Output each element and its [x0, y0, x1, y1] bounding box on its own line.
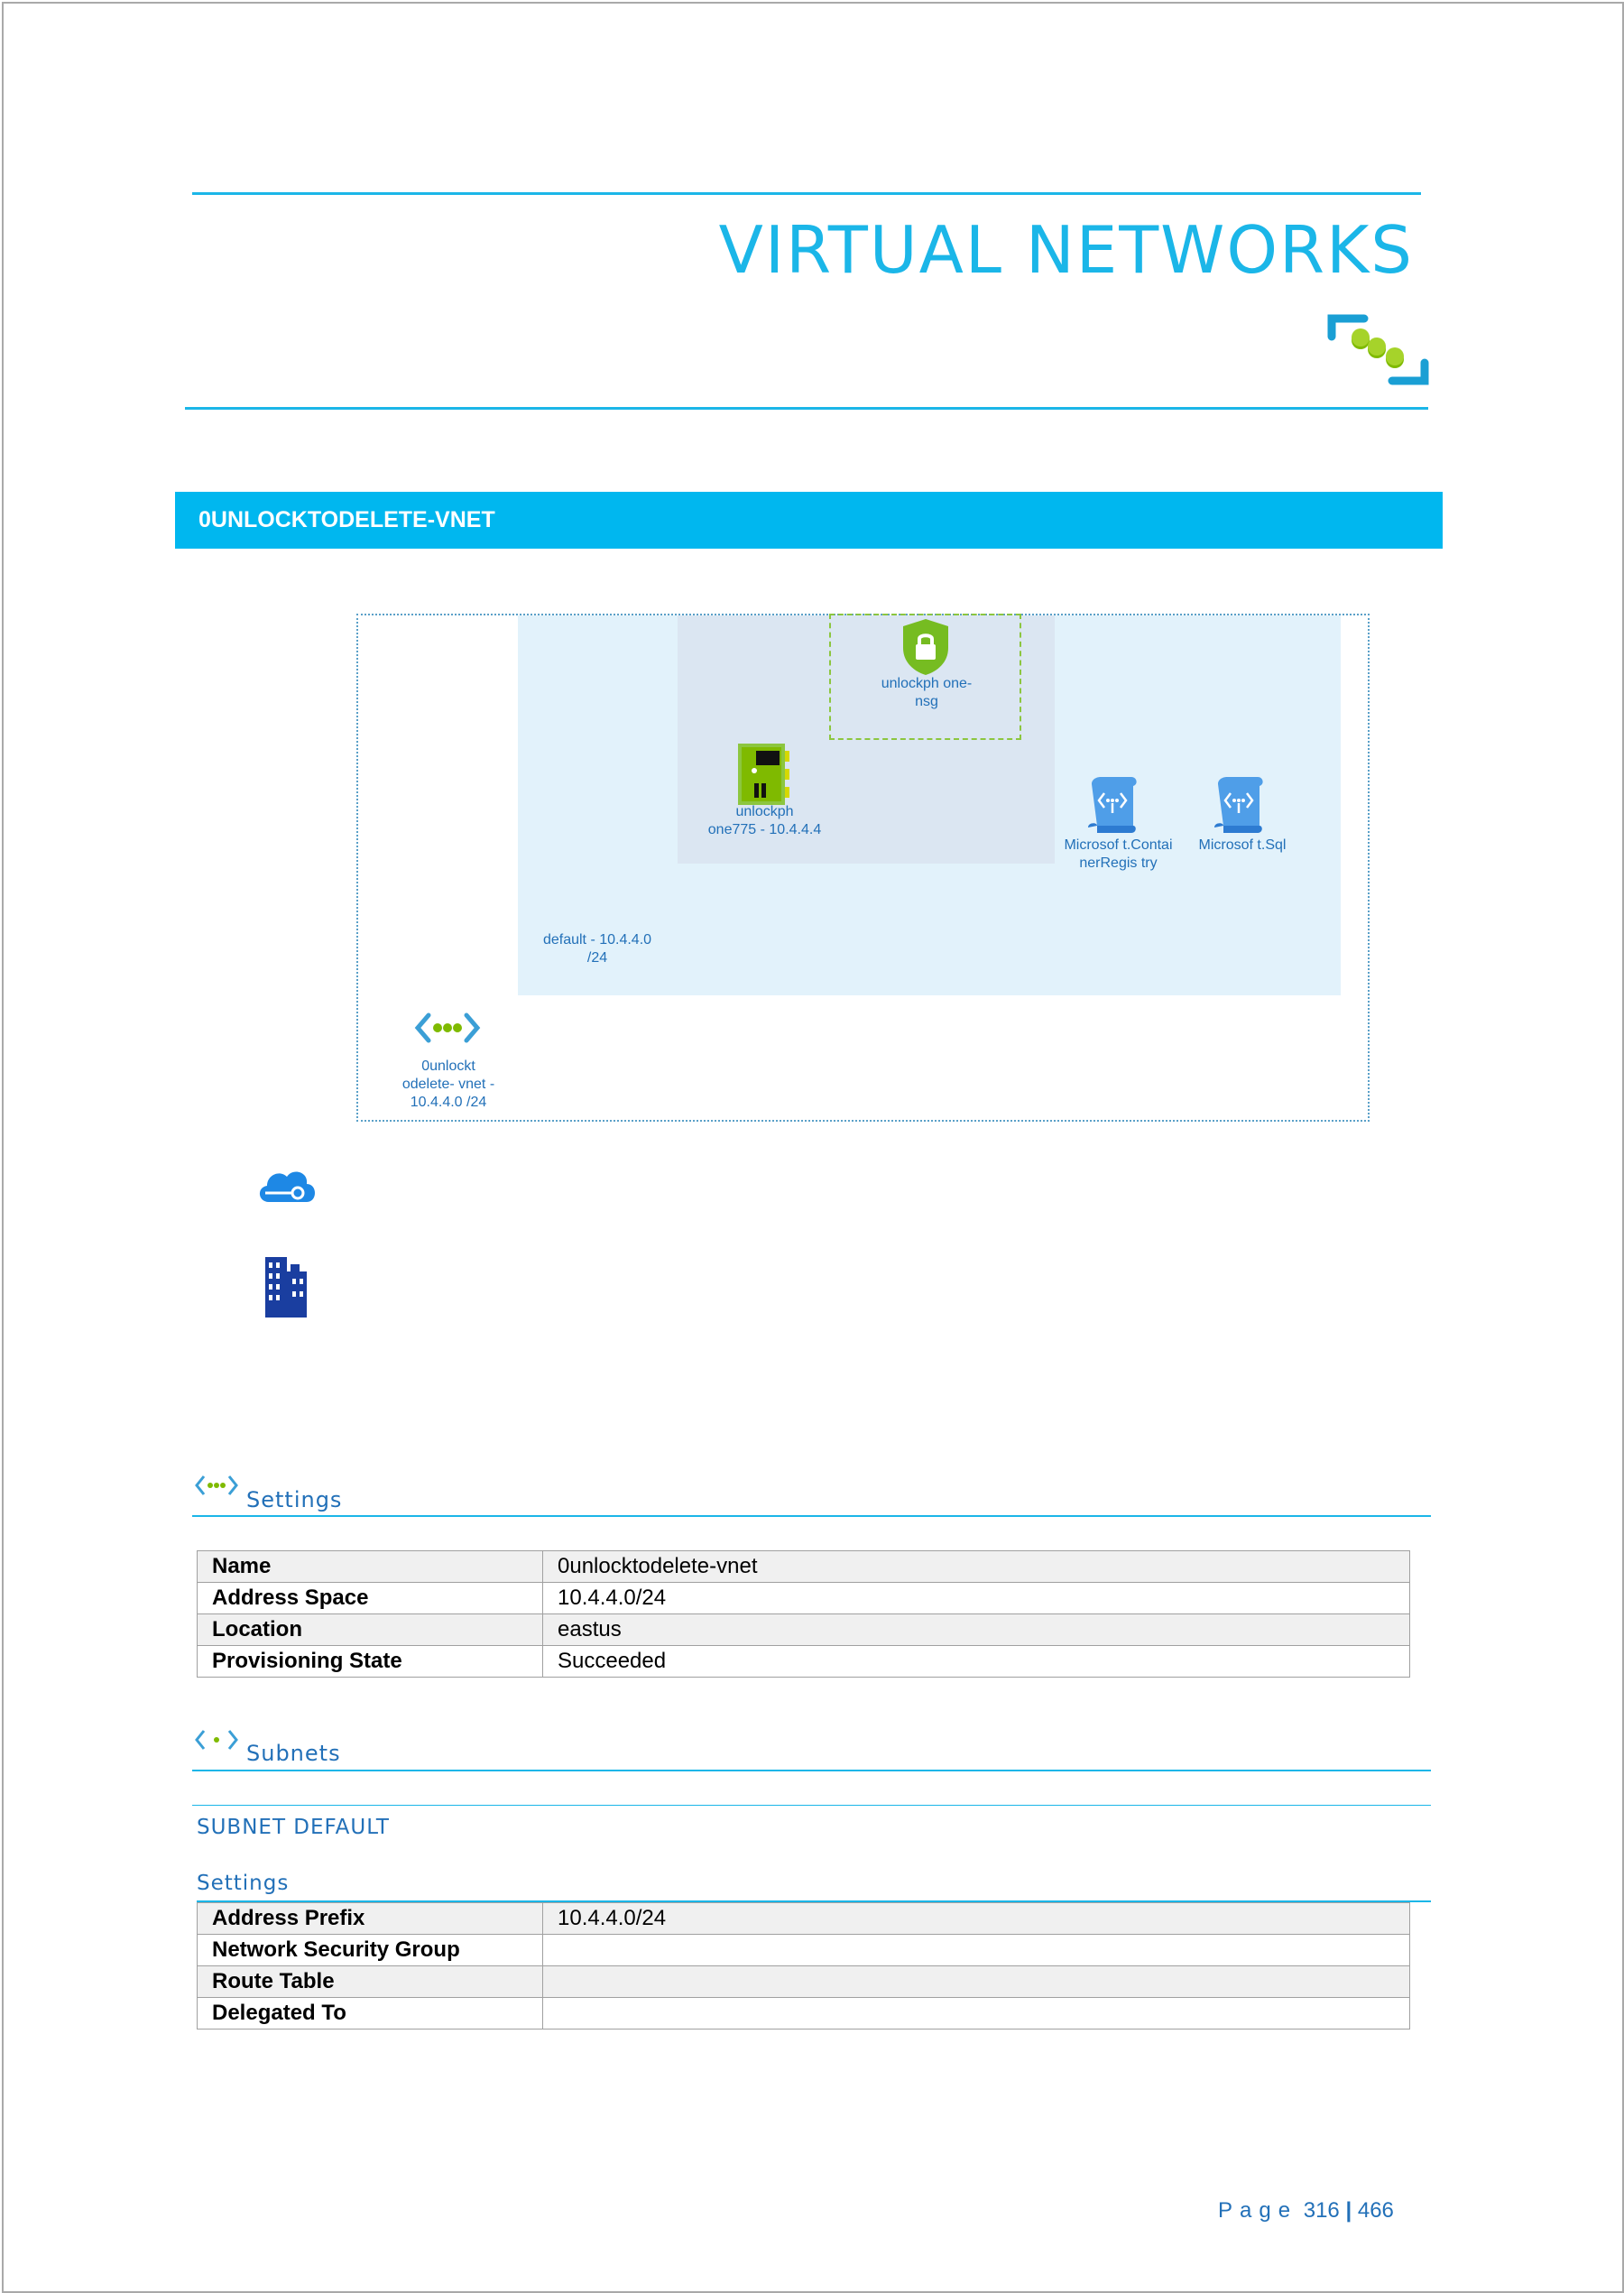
table-value: 10.4.4.0/24 [543, 1583, 1410, 1614]
table-key: Provisioning State [198, 1646, 543, 1678]
table-value: Succeeded [543, 1646, 1410, 1678]
page-separator: | [1345, 2198, 1352, 2223]
subnets-heading: Subnets [246, 1741, 341, 1766]
table-row [198, 1935, 1410, 1966]
page-title: VIRTUAL NETWORKS [718, 212, 1414, 288]
service-endpoint-icon [1084, 773, 1140, 837]
table-key: Network Security Group [198, 1935, 543, 1966]
section-title: 0UNLOCKTODELETE-VNET [198, 507, 495, 532]
table-value: 0unlocktodelete-vnet [543, 1551, 1410, 1583]
nic-label-line1: unlockph [735, 804, 794, 819]
subnet-settings-heading: Settings [197, 1872, 290, 1895]
page-number [1218, 2198, 1394, 2224]
table-key: Name [198, 1551, 543, 1583]
vnet-settings-icon [195, 1473, 238, 1498]
table-row [198, 1614, 1410, 1646]
cloud-icon [253, 1164, 320, 1209]
table-value [543, 1998, 1410, 2029]
table-key: Address Space [198, 1583, 543, 1614]
vnet-label [381, 1058, 516, 1112]
settings-heading: Settings [246, 1487, 343, 1512]
network-interface-icon [734, 742, 790, 807]
building-icon [263, 1250, 309, 1318]
settings-rule [192, 1515, 1431, 1517]
table-key: Location [198, 1614, 543, 1646]
subnet-label-line2: /24 [586, 950, 608, 966]
endpoint-container-registry-label [1053, 837, 1184, 873]
header-bottom-rule [185, 407, 1428, 410]
nic-label [699, 803, 830, 839]
nsg-shield-icon [900, 617, 952, 677]
table-value: 10.4.4.0/24 [543, 1903, 1410, 1935]
table-row [198, 1583, 1410, 1614]
table-row [198, 1998, 1410, 2029]
vnet-label-line1: 0unlockt [421, 1059, 475, 1074]
subnet-icon [195, 1727, 238, 1752]
subnet-title: SUBNET DEFAULT [197, 1816, 390, 1839]
virtual-network-icon [1326, 311, 1430, 388]
table-row [198, 1903, 1410, 1935]
subnets-rule [192, 1770, 1431, 1771]
table-row [198, 1551, 1410, 1583]
table-key: Address Prefix [198, 1903, 543, 1935]
page-current: 316 [1303, 2198, 1340, 2223]
vnet-label-line2: odelete- vnet - [401, 1077, 495, 1092]
endpoint1-label-line1: Microsof t.Contai [1064, 837, 1173, 853]
subnet-divider [192, 1805, 1431, 1806]
nsg-label [859, 675, 994, 711]
nsg-label-line1: unlockph one- [881, 676, 973, 691]
table-key: Route Table [198, 1966, 543, 1998]
table-value: eastus [543, 1614, 1410, 1646]
subnet-label [530, 931, 665, 967]
service-endpoint-icon [1211, 773, 1267, 837]
table-value [543, 1966, 1410, 1998]
subnet-settings-table [197, 1902, 1410, 2029]
table-key: Delegated To [198, 1998, 543, 2029]
endpoint1-label-line2: nerRegis try [1079, 855, 1158, 871]
page-total: 466 [1357, 2198, 1394, 2223]
table-row [198, 1966, 1410, 1998]
endpoint-sql-label: Microsof t.Sql [1198, 837, 1287, 853]
subnet-label-line1: default - 10.4.4.0 [542, 932, 652, 948]
page-label: Page [1218, 2198, 1298, 2223]
section-bar [175, 492, 1443, 549]
nic-label-line2: one775 - 10.4.4.4 [707, 822, 822, 837]
settings-table [197, 1550, 1410, 1678]
header-top-rule [192, 192, 1421, 195]
vnet-label-line3: 10.4.4.0 /24 [410, 1095, 487, 1110]
network-diagram [356, 614, 1370, 1122]
nsg-label-line2: nsg [915, 694, 938, 709]
vnet-icon [414, 1010, 481, 1046]
table-value [543, 1935, 1410, 1966]
table-row [198, 1646, 1410, 1678]
